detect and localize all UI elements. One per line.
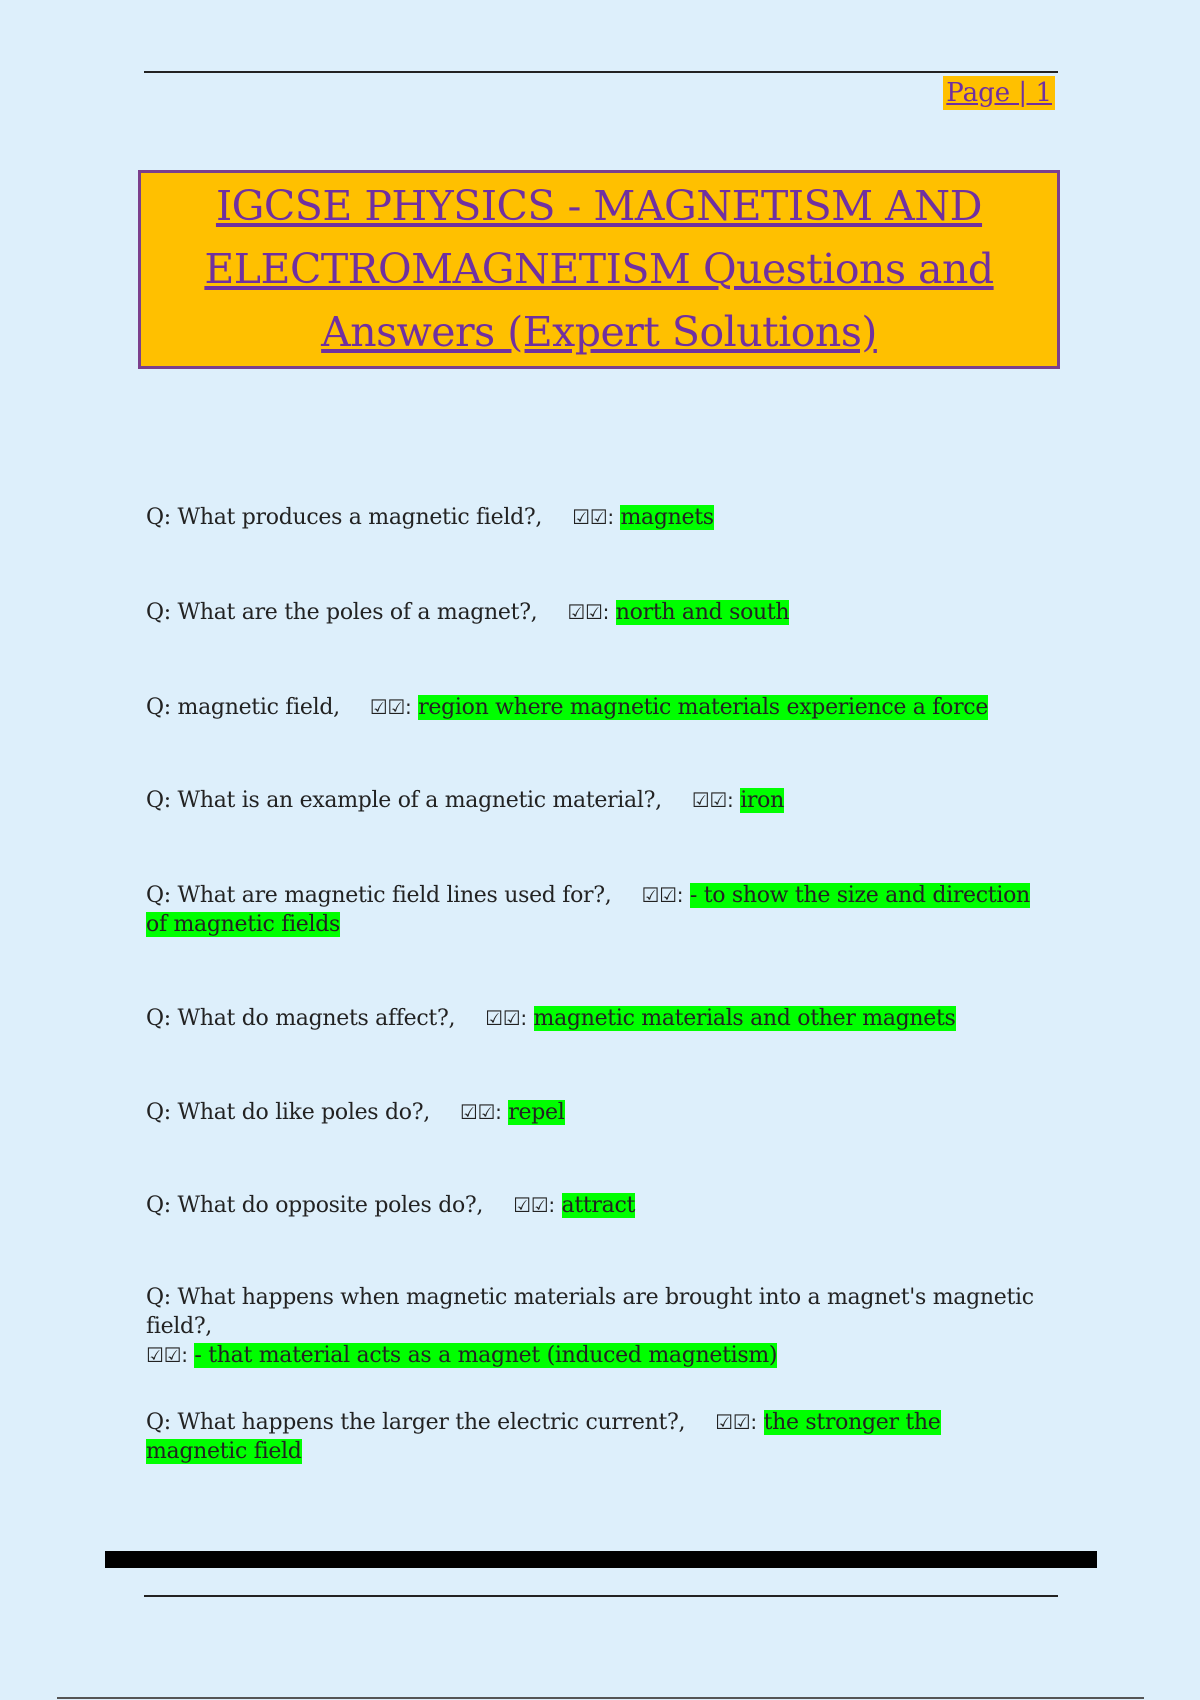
question-text: Q: What produces a magnetic field?,: [146, 505, 543, 530]
question-text: Q: What do magnets affect?,: [146, 1006, 456, 1031]
checkbox-icon: ☑☑:: [146, 1343, 188, 1367]
question-text: Q: magnetic field,: [146, 695, 340, 720]
answer-text: repel: [508, 1100, 565, 1125]
answer-text: magnetic materials and other magnets: [533, 1006, 956, 1031]
qa-item: [146, 1098, 1046, 1127]
qa-item: [146, 1283, 1046, 1370]
document-title: [204, 175, 993, 364]
answer-text: - that material acts as a magnet (induced magnetism): [194, 1343, 778, 1368]
qa-item: [146, 786, 1046, 815]
question-text: Q: What do opposite poles do?,: [146, 1193, 484, 1218]
checkbox-icon: ☑☑:: [485, 1006, 527, 1030]
qa-item: [146, 1408, 1046, 1466]
question-text: Q: What do like poles do?,: [146, 1100, 430, 1125]
answer-text: iron: [740, 788, 784, 813]
checkbox-icon: ☑☑:: [572, 505, 614, 529]
checkbox-icon: ☑☑:: [691, 788, 734, 812]
page-number: Page | 1: [943, 76, 1055, 110]
title-line-1: IGCSE PHYSICS - MAGNETISM AND: [215, 182, 983, 230]
answer-text: attract: [561, 1193, 636, 1218]
qa-item: [146, 1191, 1046, 1220]
answer-text: magnets: [620, 505, 714, 530]
qa-item: [146, 503, 1046, 532]
answer-text: - to show the size and direction of magnetic fields: [146, 883, 1030, 937]
checkbox-icon: ☑☑:: [567, 600, 610, 624]
answer-text: region where magnetic materials experience a force: [418, 695, 989, 720]
checkbox-icon: ☑☑:: [641, 883, 684, 907]
question-text: Q: What are the poles of a magnet?,: [146, 600, 538, 625]
qa-item: [146, 693, 1046, 722]
checkbox-icon: ☑☑:: [513, 1193, 555, 1217]
title-line-2: ELECTROMAGNETISM Questions and: [204, 245, 994, 293]
checkbox-icon: ☑☑:: [369, 695, 412, 719]
qa-item: [146, 1004, 1046, 1033]
answer-text: north and south: [615, 600, 790, 625]
answer-text: the stronger the magnetic field: [146, 1410, 941, 1464]
header-rule: [144, 71, 1058, 73]
checkbox-icon: ☑☑:: [715, 1410, 757, 1434]
footer-rule: [144, 1595, 1058, 1597]
checkbox-icon: ☑☑:: [459, 1100, 502, 1124]
qa-item: [146, 881, 1046, 939]
question-text: Q: What happens the larger the electric current?,: [146, 1410, 686, 1435]
question-text: Q: What are magnetic field lines used for?,: [146, 883, 612, 908]
qa-item: [146, 598, 1046, 627]
title-line-3: Answers (Expert Solutions): [321, 308, 877, 356]
question-text: Q: What happens when magnetic materials are brought into a magnet's magnetic field?,: [146, 1285, 1034, 1339]
question-text: Q: What is an example of a magnetic material?,: [146, 788, 662, 813]
page-edge-rule: [57, 1697, 1144, 1699]
title-box: [138, 170, 1060, 369]
footer-bar: [105, 1551, 1097, 1568]
